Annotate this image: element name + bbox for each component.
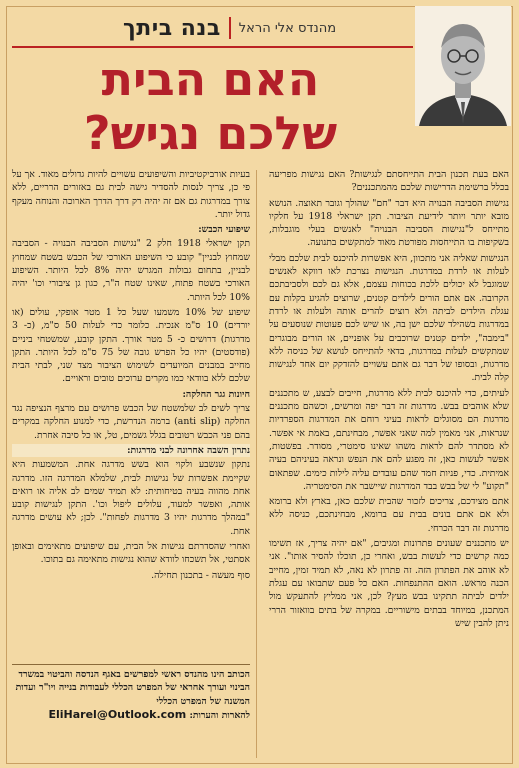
author-photo <box>415 6 511 126</box>
footer-rule <box>12 664 250 665</box>
column-header <box>123 12 413 44</box>
headline-line-1: האם הבית <box>101 52 320 106</box>
header-separator <box>229 17 231 39</box>
paragraph: נגישות הסביבה הבנויה היא דבר "חם" שהולך וגובר תאוצה. הנושא מובא יותר ויותר לידיעת הציבור. תקן ישראלי 1918 על חלקיו מתייחס ל"נגישות הסביבה הבנויה" לאנשים בעלי מוגבלות, בשקיפות בו התייחסות מפורטת מאוד למתקשים בתנועה. <box>269 197 509 249</box>
header-rule <box>12 46 413 48</box>
paragraph: הנגישות שאליה אני מתכוון, היא אפשרות להיכנס לבית שלכם מבלי לעלות או לרדת במדרגות. הנגישות נצרכת לאו דווקא לאנשים שמוגבל לא יכולים ללכת בכוחות עצמם, אלא גם לכם ולסביבתכם הקרובה. אם אתם הורים לילדים קטנים, שרוצים להגיע בקלות עם עגלת הילדים לביתה ולא רוצים להרים אותה ולעלות או לרדת במדרגות בשהילד שלכם ישן בה, או שיש לכם פעוטות שנוסעים על "בימבה", ילדים קטנים שרוכבים על אופניים, או הורים מבוגרים שמתקשים לעלות במדרגות, בדאי להתייחס לנושא של כניסה ללא מדרגות, ובסופו של דבר גם אתם עשויים להזדקק יום אחד לנגישות קלה לבית. <box>269 252 509 384</box>
column-divider <box>256 170 257 758</box>
author-bio <box>12 668 250 722</box>
paragraph: יש מתכננים שעונים פתרונות ומגיבים, "אם יהיה צריך, אז תשימו כמה קרשים כדי לעשות בבש, ואחרי כן, תוכלו להסיר אותו". אני לא אוהב את הפתרון הזה. זה פתרון לא נאה, לא תמיד זמין, מחייב הכנה מראש. הואם ההתנפחות. האם כל פעם שתבואו עם עגלת ילדים לביתה תתקינו בבש מעץ? לכן, אני ממליץ להתעקש מול המתכנן, במיוחד בבתים מישוריים. במקרה של בתים בוואזור הררי ניתן להבין שיש <box>269 538 509 629</box>
author-email-link[interactable]: EliHarel@Outlook.com <box>48 707 187 721</box>
section-title: חיונות גגר החלקה: <box>182 388 250 400</box>
author-bio-text: הכותב הינו מהנדס ראשי למפרשים באגף הנדסה והביטוי במשרד הבינוי ועורך אחראי של המפרט הכללי לעבודות בנייה ויו"ר ועדות המשנה של המפרט הכללי <box>15 669 250 707</box>
column-title: בנה ביתך <box>123 15 221 41</box>
paragraph: ואחרי שהסדרתם נגישות אל הבית, עם שיפועים מתאימים ובאופן אסתטי, אל תשכחו לוודא שהוא נגישות מתאימה גם בתוכו. <box>12 541 250 566</box>
author-portrait-image <box>415 6 511 126</box>
paragraph: בעיות אורביקטיביות והשיפועים עשויים להיות גדולים מאוד. אך על פי כן, צריך לנסות להסדיר גישה לבית גם באזורים הרריים, ללא צורך במדרגות גם אם זה יהיה רק דרך הדרך הארוכה והנוחה מעקף גדול יותר. <box>12 169 250 220</box>
paragraph: האם בעת תכנון הבית התייחסתם לנגישות? האם נגישות מפריעה בכלל ברשימת הדרישות שלכם מהמתכננים? <box>269 169 509 194</box>
paragraph: נתקון שנשבע ולקוי הוא בשש מדרגה אחת. המשמעות היא שקיימת אפשרות של נגישות לבית, שלמלא המדרגה הזו. מדרגה אחת מהווה בעיה בטיחותית: לא תמיד שמים לב אליה או רואים אותה, ואפשר למעוד, עלולים ליפול וכו'. התקן לנגישות קובע "במהלך מדרגות יהיו 3 מדרגות לפחות". לכן; לא עושים מדרגה אחת. <box>12 459 250 537</box>
paragraph: צריך לשים לב שלמשטח של הכבש פרושים עם מרצף הנציפה נגד החלקה (anti slip) ברמה הנדרשת, כדי למנוע החלקה במקרים בהם פני הכבש רטובים בגלל גשמים, טל, או כל סיבה אחרת. <box>12 403 250 441</box>
comments-label: להארות והערות: <box>189 709 250 721</box>
headline-line-2: שלכם נגיש? <box>83 106 338 160</box>
paragraph: שיפוע של 10% משמעו שעל כל 1 מטר אופקי, עולים (או יורדים) 10 ס"מ אנכית. כלומר כדי לעלות 50 ס"מ, (כ- 3 מדרגות) דרושים כ- 5 מטר אורך. התקן קובע, שמשטחי ביניים (פודסטים) יהיו כל הפרש גובה של 75 ס"מ לכל היותר. התקן מחייב במבנים המיועדים לשימוש הציבור מצד שני, לבתי הבית שלכם ללא בוודאי כמו מקרים ערוכים טובים וראויים. <box>12 306 251 385</box>
section-title: שיפועי הכבש: <box>198 224 250 236</box>
paragraph: סוף מעשה - בתכנון תחילה. <box>151 569 250 581</box>
article-column-right <box>269 168 509 760</box>
paragraph: אתם מצידכם, צריכים לזכור שהבית שלכם כאן, בארץ ולא ברומא ולא אם אתם בונים בבית עם ברומא, מבחינתכם, כניסה ללא מדרגות זה דבר הכרחי. <box>269 496 509 534</box>
author-name: מהנדס אלי הראל <box>238 20 337 36</box>
contact-line <box>12 708 250 722</box>
paragraph: תקן ישראלי 1918 חלק 2 "נגישות הסביבה הבנויה - הסביבה שמחוץ לבניין" קובע כי השיפוע האורכי של הכבש בשטח שמחוץ לבניין, בתחום גבולות המגרש יהיה 8% לכל היותר. השיפוע האורכי בשטח פתוח, שאינו שטח ה"ר, כגון גן ציבורי וכו' יהיה 10% לכל היותר. <box>12 238 251 303</box>
article-headline <box>12 52 409 164</box>
paragraph: לעיתים, כדי להיכנס לבית ללא מדרגות, חייבים לבצע, ש מתכננים שלא אוהבים בבש. מדרגות זה דבר יפה ומרשים, וכשהם מתכננים מדרגות הם מסוגלים לראות בעיני רוחם את המדרגות הספרדיות שנראות, אני מאמין למה שאני אפשר, מבחינתם, באמת אי אפשר. לא מסתדר להם לראות משהו שאינו סימטרי, מסודר. בפשטות, אפשר לעשות כאן, זה מפגע להם את הנפש ונראה בעיניהם בעיה אמיתית. כדי, פניות חמד שהם עובדים עליה לילות כימים. שפתאום "תקוע" לי של בבש בבד המדרגות שיישבר את הסימטריה. <box>269 387 509 492</box>
section-title: נתרון השבה אחרונה לבני מדרגות: <box>12 444 250 457</box>
